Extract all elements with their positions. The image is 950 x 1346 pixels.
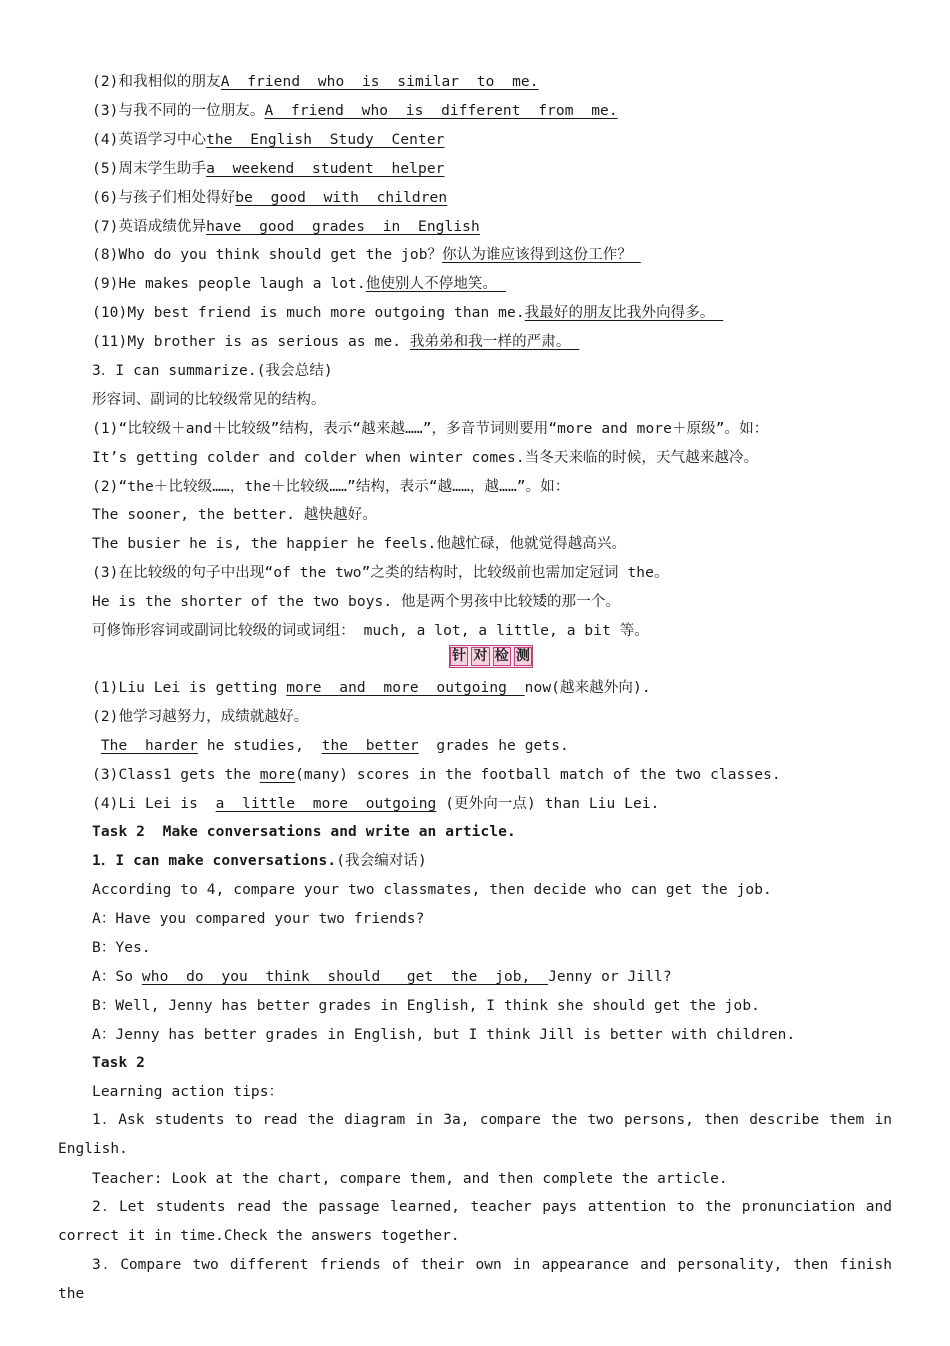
vocab-item: (11)My brother is as serious as me. 我弟弟和我一样的严肃。	[92, 334, 580, 350]
dialogue-line: B：Yes.	[92, 940, 151, 956]
answer-blank: a weekend student helper	[206, 161, 445, 177]
summary-modifiers: 可修饰形容词或副词比较级的词或词组： much, a lot, a little, a bit 等。	[92, 623, 649, 639]
summary-example: The busier he is, the happier he feels.他越忙碌，他就觉得越高兴。	[92, 536, 627, 552]
answer-blank: more	[259, 767, 296, 783]
answer-blank: 我弟弟和我一样的严肃。	[409, 334, 580, 350]
answer-blank: 他使别人不停地笑。	[365, 276, 506, 292]
answer-blank: 我最好的朋友比我外向得多。	[524, 305, 724, 321]
summary-example: The sooner, the better. 越快越好。	[92, 507, 377, 523]
task-instruction: According to 4, compare your two classmates, then decide who can get the job.	[92, 882, 772, 898]
answer-blank: more and more outgoing	[286, 680, 525, 696]
vocab-item: (6)与孩子们相处得好be good with children	[92, 190, 448, 206]
tips-heading: Task 2	[92, 1055, 145, 1071]
dialogue-line: A：Jenny has better grades in English, but I think Jill is better with children.	[92, 1027, 796, 1043]
tips-label: Learning action tips：	[92, 1084, 284, 1100]
badge-char: 测	[514, 647, 532, 666]
answer-blank: have good grades in English	[206, 219, 480, 235]
summary-heading: 3．I can summarize.(我会总结)	[92, 363, 333, 379]
summary-rule-2: (2)“the＋比较级……，the＋比较级……”结构，表示“越……，越……”。如：	[92, 479, 570, 495]
section-badge	[449, 645, 533, 668]
answer-blank: A friend who is different from me.	[264, 103, 618, 119]
answer-blank: The harder	[100, 738, 198, 754]
summary-example: It’s getting colder and colder when winter comes.当冬天来临的时候，天气越来越冷。	[92, 450, 759, 466]
dialogue-line: B：Well, Jenny has better grades in English, I think she should get the job.	[92, 998, 760, 1014]
vocab-item: (10)My best friend is much more outgoing than me.我最好的朋友比我外向得多。	[92, 305, 724, 321]
exercise-item: (3)Class1 gets the more(many) scores in the football match of the two classes.	[92, 767, 781, 783]
tip-item: 1．Ask students to read the diagram in 3a, compare the two persons, then describe them in English.	[58, 1112, 892, 1157]
badge-char: 对	[471, 647, 489, 666]
vocab-item: (5)周末学生助手a weekend student helper	[92, 161, 445, 177]
tip-item: 3．Compare two different friends of their own in appearance and personality, then finish the	[58, 1257, 892, 1302]
vocab-item: (8)Who do you think should get the job？你认为谁应该得到这份工作？	[92, 247, 641, 263]
summary-rule-3: (3)在比较级的句子中出现“of the two”之类的结构时，比较级前也需加定冠词 the。	[92, 565, 669, 581]
task-heading: Task 2 Make conversations and write an article.	[92, 824, 516, 840]
answer-blank: A friend who is similar to me.	[220, 74, 539, 90]
summary-rule-1: (1)“比较级＋and＋比较级”结构，表示“越来越……”，多音节词则要用“more and more＋原级”。如：	[92, 421, 769, 437]
answer-blank: 你认为谁应该得到这份工作？	[442, 247, 641, 263]
exercise-item: (4)Li Lei is a little more outgoing (更外向一点) than Liu Lei.	[92, 796, 660, 812]
tip-item: 2．Let students read the passage learned, teacher pays attention to the pronunciation and correct it in time.Check the answers together.	[58, 1199, 892, 1244]
answer-blank: be good with children	[235, 190, 448, 206]
vocab-item: (2)和我相似的朋友A friend who is similar to me.	[92, 74, 539, 90]
dialogue-line: A：Have you compared your two friends?	[92, 911, 425, 927]
badge-char: 检	[493, 647, 511, 666]
exercise-item: The harder he studies, the better grades he gets.	[100, 738, 569, 754]
vocab-item: (4)英语学习中心the English Study Center	[92, 132, 445, 148]
badge-char: 针	[450, 647, 468, 666]
summary-example: He is the shorter of the two boys. 他是两个男孩中比较矮的那一个。	[92, 594, 621, 610]
answer-blank: a little more outgoing	[215, 796, 437, 812]
dialogue-line: A：So who do you think should get the job, Jenny or Jill?	[92, 969, 672, 985]
task-subheading: 1．I can make conversations.(我会编对话)	[92, 853, 427, 869]
answer-blank: the better	[321, 738, 419, 754]
tip-teacher: Teacher: Look at the chart, compare them, and then complete the article.	[92, 1171, 728, 1187]
summary-intro: 形容词、副词的比较级常见的结构。	[92, 392, 326, 408]
answer-blank: who do you think should get the job,	[141, 969, 549, 985]
vocab-item: (9)He makes people laugh a lot.他使别人不停地笑。	[92, 276, 506, 292]
exercise-item: (1)Liu Lei is getting more and more outgoing now(越来越外向).	[92, 680, 651, 696]
vocab-item: (7)英语成绩优异have good grades in English	[92, 219, 480, 235]
vocab-item: (3)与我不同的一位朋友。A friend who is different from me.	[92, 103, 618, 119]
exercise-item: (2)他学习越努力，成绩就越好。	[92, 709, 309, 725]
answer-blank: the English Study Center	[206, 132, 445, 148]
